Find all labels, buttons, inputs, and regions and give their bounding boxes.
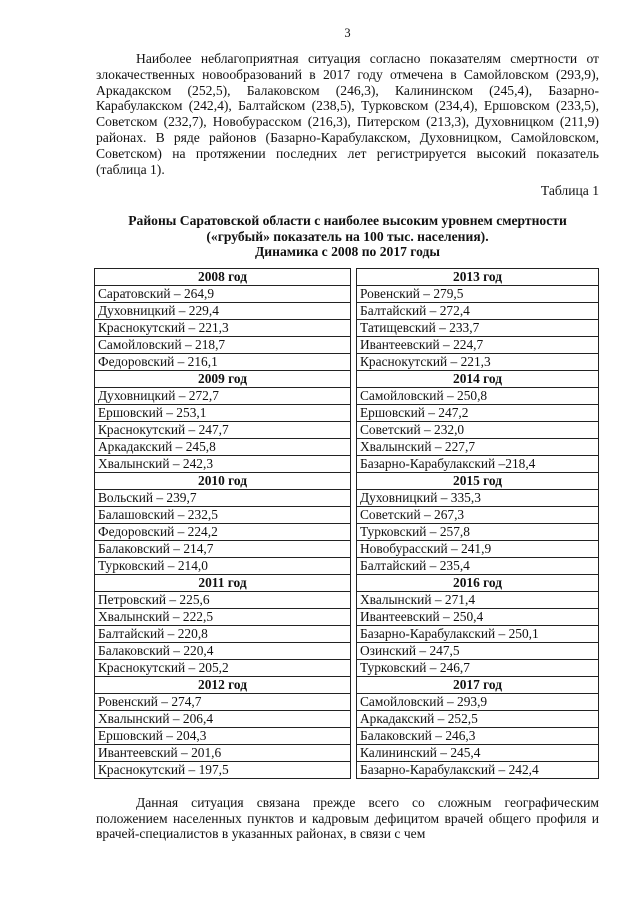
table-title-line-1: Районы Саратовской области с наиболее высоким уровнем смертности bbox=[128, 213, 567, 229]
table-row bbox=[95, 727, 599, 744]
table-row bbox=[95, 710, 599, 727]
left-district-cell: Саратовский – 264,9 bbox=[95, 285, 351, 302]
left-district-cell: Ершовский – 253,1 bbox=[95, 404, 351, 421]
right-district-cell: Балтайский – 272,4 bbox=[357, 302, 599, 319]
right-district-cell: Ивантеевский – 250,4 bbox=[357, 608, 599, 625]
left-district-cell: Хвалынский – 222,5 bbox=[95, 608, 351, 625]
year-header-row bbox=[95, 574, 599, 591]
left-district-cell: Петровский – 225,6 bbox=[95, 591, 351, 608]
table-row bbox=[95, 387, 599, 404]
right-year-header: 2013 год bbox=[357, 268, 599, 285]
table-label: Таблица 1 bbox=[540, 183, 599, 199]
table-row bbox=[95, 336, 599, 353]
intro-paragraph: Наиболее неблагоприятная ситуация согласно показателям смертности от злокачественных новообразований в 2017 году отмечена в Самойловском (293,9), Аркадакском (252,5), Балаковском (246,3), Калининском (245,4), Базарно-Карабулакском (242,4), Балтайском (238,5), Турковском (234,4), Ершовском (233,5), Советском (232,7), Новобурасском (216,3), Питерском (213,3), Духовницком (211,9) районах. В ряде районов (Базарно-Карабулакском, Духовницком, Самойловском, Советском) на протяжении последних лет регистрируется высокий показатель (таблица 1). bbox=[96, 51, 599, 177]
left-district-cell: Ивантеевский – 201,6 bbox=[95, 744, 351, 761]
left-district-cell: Хвалынский – 242,3 bbox=[95, 455, 351, 472]
table-row bbox=[95, 642, 599, 659]
right-district-cell: Ивантеевский – 224,7 bbox=[357, 336, 599, 353]
right-district-cell: Новобурасский – 241,9 bbox=[357, 540, 599, 557]
right-district-cell: Турковский – 257,8 bbox=[357, 523, 599, 540]
left-year-header: 2010 год bbox=[95, 472, 351, 489]
left-district-cell: Балаковский – 214,7 bbox=[95, 540, 351, 557]
right-district-cell: Духовницкий – 335,3 bbox=[357, 489, 599, 506]
table-title bbox=[96, 213, 599, 260]
left-district-cell: Балаковский – 220,4 bbox=[95, 642, 351, 659]
left-district-cell: Хвалынский – 206,4 bbox=[95, 710, 351, 727]
right-district-cell: Татищевский – 233,7 bbox=[357, 319, 599, 336]
left-district-cell: Краснокутский – 221,3 bbox=[95, 319, 351, 336]
left-district-cell: Краснокутский – 247,7 bbox=[95, 421, 351, 438]
table-title-line-2: («грубый» показатель на 100 тыс. населения). bbox=[206, 228, 489, 244]
right-district-cell: Калининский – 245,4 bbox=[357, 744, 599, 761]
left-year-header: 2012 год bbox=[95, 676, 351, 693]
right-year-header: 2014 год bbox=[357, 370, 599, 387]
right-district-cell: Ершовский – 247,2 bbox=[357, 404, 599, 421]
left-district-cell: Краснокутский – 197,5 bbox=[95, 761, 351, 778]
table-title-line-3: Динамика с 2008 по 2017 годы bbox=[254, 244, 441, 260]
right-district-cell: Базарно-Карабулакский – 242,4 bbox=[357, 761, 599, 778]
left-year-header: 2009 год bbox=[95, 370, 351, 387]
right-district-cell: Советский – 232,0 bbox=[357, 421, 599, 438]
left-year-header: 2008 год bbox=[95, 268, 351, 285]
left-district-cell: Балашовский – 232,5 bbox=[95, 506, 351, 523]
right-district-cell: Турковский – 246,7 bbox=[357, 659, 599, 676]
right-district-cell: Аркадакский – 252,5 bbox=[357, 710, 599, 727]
left-district-cell: Аркадакский – 245,8 bbox=[95, 438, 351, 455]
left-district-cell: Балтайский – 220,8 bbox=[95, 625, 351, 642]
document-page bbox=[96, 26, 599, 842]
right-district-cell: Базарно-Карабулакский –218,4 bbox=[357, 455, 599, 472]
right-year-header: 2015 год bbox=[357, 472, 599, 489]
bottom-paragraph: Данная ситуация связана прежде всего со сложным географическим положением населенных пунктов и кадровым дефицитом врачей общего профиля и врачей-специалистов в указанных районах, в связи с чем bbox=[96, 794, 599, 842]
left-district-cell: Краснокутский – 205,2 bbox=[95, 659, 351, 676]
table-row bbox=[95, 404, 599, 421]
year-header-row bbox=[95, 268, 599, 285]
table-row bbox=[95, 421, 599, 438]
table-row bbox=[95, 438, 599, 455]
table-row bbox=[95, 693, 599, 710]
right-district-cell: Базарно-Карабулакский – 250,1 bbox=[357, 625, 599, 642]
right-district-cell: Хвалынский – 227,7 bbox=[357, 438, 599, 455]
left-district-cell: Вольский – 239,7 bbox=[95, 489, 351, 506]
right-district-cell: Самойловский – 293,9 bbox=[357, 693, 599, 710]
left-district-cell: Духовницкий – 272,7 bbox=[95, 387, 351, 404]
table-row bbox=[95, 608, 599, 625]
page-number: 3 bbox=[344, 26, 351, 40]
right-district-cell: Балтайский – 235,4 bbox=[357, 557, 599, 574]
right-district-cell: Советский – 267,3 bbox=[357, 506, 599, 523]
table-row bbox=[95, 591, 599, 608]
year-header-row bbox=[95, 676, 599, 693]
right-year-header: 2017 год bbox=[357, 676, 599, 693]
table-row bbox=[95, 455, 599, 472]
left-district-cell: Духовницкий – 229,4 bbox=[95, 302, 351, 319]
table-row bbox=[95, 557, 599, 574]
mortality-table-body bbox=[95, 268, 599, 778]
table-row bbox=[95, 319, 599, 336]
right-district-cell: Хвалынский – 271,4 bbox=[357, 591, 599, 608]
year-header-row bbox=[95, 472, 599, 489]
left-district-cell: Ершовский – 204,3 bbox=[95, 727, 351, 744]
left-district-cell: Федоровский – 216,1 bbox=[95, 353, 351, 370]
table-row bbox=[95, 506, 599, 523]
year-header-row bbox=[95, 370, 599, 387]
right-district-cell: Ровенский – 279,5 bbox=[357, 285, 599, 302]
right-district-cell: Озинский – 247,5 bbox=[357, 642, 599, 659]
table-row bbox=[95, 302, 599, 319]
left-district-cell: Самойловский – 218,7 bbox=[95, 336, 351, 353]
table-row bbox=[95, 761, 599, 778]
table-row bbox=[95, 489, 599, 506]
table-row bbox=[95, 625, 599, 642]
left-district-cell: Ровенский – 274,7 bbox=[95, 693, 351, 710]
table-row bbox=[95, 659, 599, 676]
table-row bbox=[95, 353, 599, 370]
table-row bbox=[95, 744, 599, 761]
table-row bbox=[95, 523, 599, 540]
mortality-table bbox=[94, 268, 599, 779]
right-district-cell: Самойловский – 250,8 bbox=[357, 387, 599, 404]
left-year-header: 2011 год bbox=[95, 574, 351, 591]
table-row bbox=[95, 285, 599, 302]
right-district-cell: Балаковский – 246,3 bbox=[357, 727, 599, 744]
left-district-cell: Турковский – 214,0 bbox=[95, 557, 351, 574]
right-district-cell: Краснокутский – 221,3 bbox=[357, 353, 599, 370]
left-district-cell: Федоровский – 224,2 bbox=[95, 523, 351, 540]
table-row bbox=[95, 540, 599, 557]
right-year-header: 2016 год bbox=[357, 574, 599, 591]
